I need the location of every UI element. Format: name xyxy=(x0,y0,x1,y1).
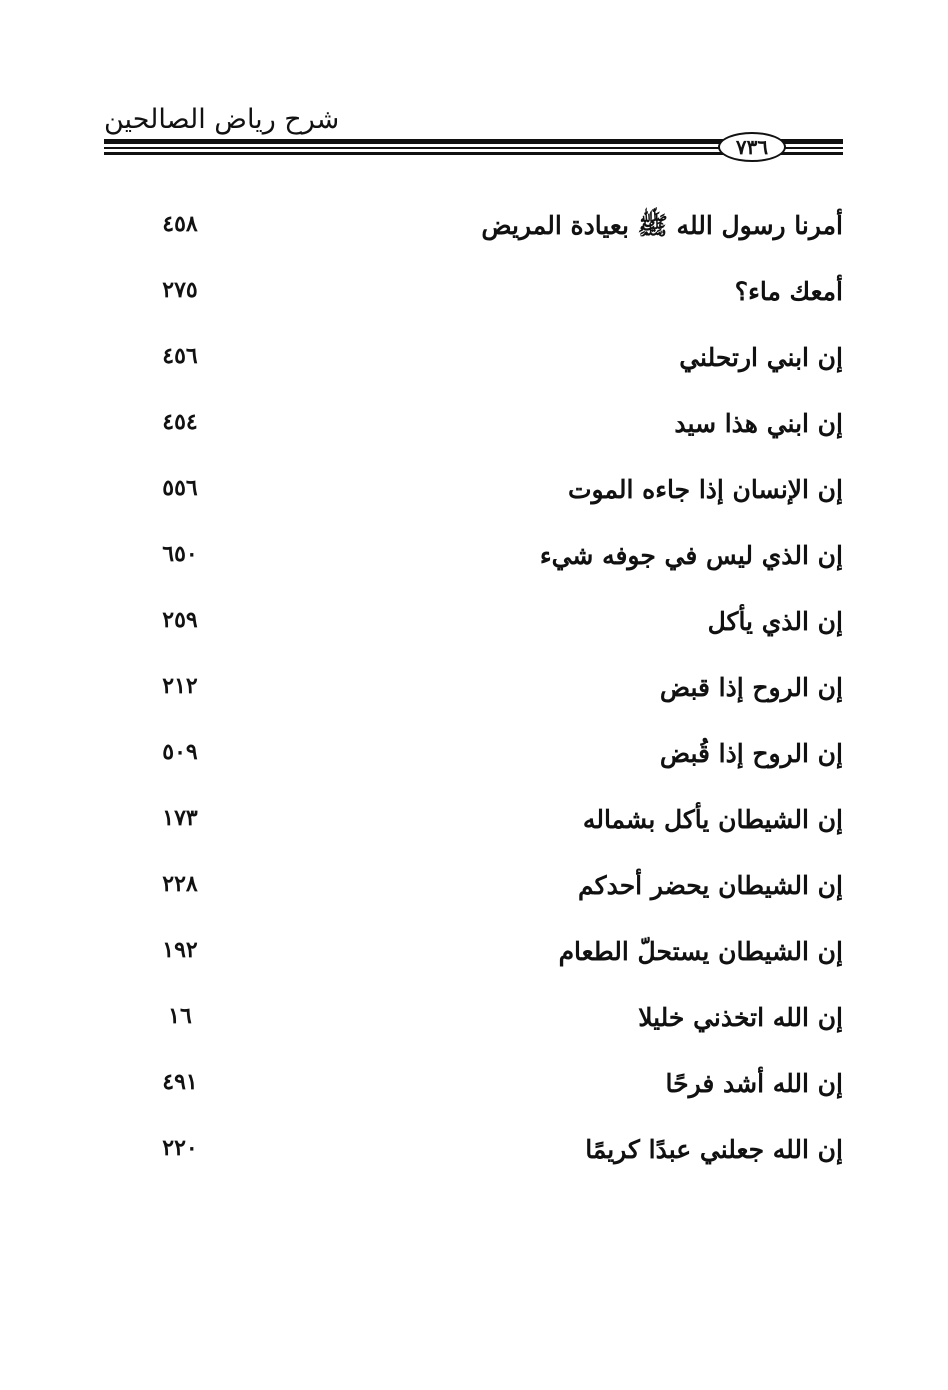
entry-page-number: ٥٠٩ xyxy=(162,739,198,765)
index-row xyxy=(150,592,843,658)
book-title: شرح رياض الصالحين xyxy=(104,104,340,135)
page-number-badge xyxy=(718,132,786,162)
index-row xyxy=(150,328,843,394)
entry-text: إن الله جعلني عبدًا كريمًا xyxy=(585,1135,843,1164)
entry-text: إن ابني ارتحلني xyxy=(679,343,843,372)
entry-text: أمعك ماء؟ xyxy=(734,277,843,306)
index-row xyxy=(150,988,843,1054)
index-row xyxy=(150,460,843,526)
entry-page-number: ٤٥٨ xyxy=(162,211,198,237)
index-row xyxy=(150,526,843,592)
index-list xyxy=(150,196,843,1186)
entry-page-number: ٤٥٤ xyxy=(162,409,198,435)
entry-page-number: ٢٢٨ xyxy=(162,871,198,897)
index-row xyxy=(150,724,843,790)
entry-page-number: ٦٥٠ xyxy=(162,541,198,567)
entry-page-number: ١٩٢ xyxy=(162,937,198,963)
entry-page-number: ١٦ xyxy=(168,1003,192,1029)
entry-text: إن ابني هذا سيد xyxy=(674,409,843,438)
entry-page-number: ٥٥٦ xyxy=(162,475,198,501)
entry-text: إن الله أشد فرحًا xyxy=(665,1069,843,1098)
entry-text: إن الروح إذا قبض xyxy=(659,673,843,702)
entry-page-number: ٢٢٠ xyxy=(162,1135,198,1161)
page-number: ٧٣٦ xyxy=(735,135,769,159)
index-row xyxy=(150,1054,843,1120)
entry-page-number: ٢٧٥ xyxy=(162,277,198,303)
entry-text: إن الروح إذا قُبض xyxy=(659,739,843,768)
entry-text: إن الشيطان يستحلّ الطعام xyxy=(558,937,843,966)
entry-page-number: ٢٥٩ xyxy=(162,607,198,633)
entry-page-number: ١٧٣ xyxy=(162,805,198,831)
index-row xyxy=(150,658,843,724)
entry-text: إن الشيطان يحضر أحدكم xyxy=(578,871,843,900)
header-rule-left xyxy=(104,139,724,155)
entry-text: أمرنا رسول الله ﷺ بعيادة المريض xyxy=(481,211,843,240)
entry-text: إن الله اتخذني خليلا xyxy=(638,1003,843,1032)
entry-page-number: ٤٩١ xyxy=(162,1069,198,1095)
index-row xyxy=(150,790,843,856)
entry-text: إن الشيطان يأكل بشماله xyxy=(582,805,843,834)
index-row xyxy=(150,856,843,922)
entry-page-number: ٤٥٦ xyxy=(162,343,198,369)
entry-page-number: ٢١٢ xyxy=(162,673,198,699)
header-rule-right xyxy=(780,139,843,155)
index-row xyxy=(150,196,843,262)
index-row xyxy=(150,922,843,988)
entry-text: إن الذي ليس في جوفه شيء xyxy=(539,541,843,570)
entry-text: إن الذي يأكل xyxy=(707,607,843,636)
index-row xyxy=(150,394,843,460)
entry-text: إن الإنسان إذا جاءه الموت xyxy=(568,475,843,504)
index-row xyxy=(150,1120,843,1186)
index-row xyxy=(150,262,843,328)
